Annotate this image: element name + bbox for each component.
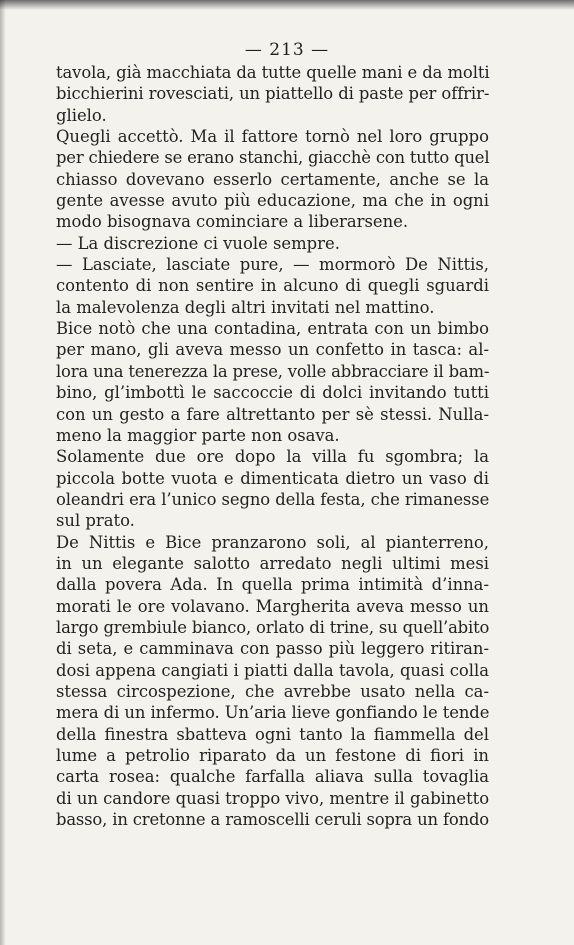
page-number: — 213 —	[244, 40, 330, 60]
text-line: bino, gl’imbottì le saccoccie di dolci invitando tutti	[56, 383, 489, 403]
text-line: oleandri era l’unico segno della festa, che rimanesse	[56, 489, 490, 509]
text-line: basso, in cretonne a ramoscelli ceruli sopra un fondo	[56, 810, 489, 830]
text-line: — La discrezione ci vuole sempre.	[56, 233, 340, 253]
text-line: morati le ore volavano. Margherita aveva messo un	[56, 596, 489, 616]
text-line: la malevolenza degli altri invitati nel mattino.	[56, 297, 435, 317]
text-line: di un candore quasi troppo vivo, mentre il gabinetto	[56, 788, 490, 808]
text-line: con un gesto a fare altrettanto per sè stessi. Nulla-	[56, 404, 489, 424]
text-line: gente avesse avuto più educazione, ma che in ogni	[56, 191, 489, 211]
text-line: contento di non sentire in alcuno di quegli sguardi	[56, 276, 489, 296]
text-line: lora una tenerezza la prese, volle abbracciare il bam-	[56, 361, 490, 381]
body-text	[56, 62, 489, 830]
page-gutter-shadow	[0, 0, 6, 945]
text-line: modo bisognava cominciare a liberarsene.	[56, 212, 409, 232]
text-line: in un elegante salotto arredato negli ultimi mesi	[56, 553, 489, 573]
text-line: Bice notò che una contadina, entrata con un bimbo	[56, 319, 489, 339]
text-line: di seta, e camminava con passo più leggero ritiran-	[56, 639, 489, 659]
text-line: della finestra sbatteva ogni tanto la fiammella del	[56, 724, 489, 744]
text-line: sul prato.	[56, 511, 135, 531]
text-line: per chiedere se erano stanchi, giacchè con tutto quel	[56, 148, 490, 168]
text-line: tavola, già macchiata da tutte quelle mani e da molti	[56, 63, 490, 82]
text-line: piccola botte vuota e dimenticata dietro un vaso di	[56, 468, 489, 488]
text-line: bicchierini rovesciati, un piattello di paste per offrir-	[56, 84, 490, 104]
text-line: dosi appena cangiati i piatti dalla tavola, quasi colla	[56, 660, 489, 680]
text-line: glielo.	[56, 105, 107, 125]
text-line: De Nittis e Bice pranzarono soli, al pianterreno,	[56, 532, 489, 552]
text-line: Solamente due ore dopo la villa fu sgombra; la	[56, 447, 489, 467]
text-line: largo grembiule bianco, orlato di trine, su quell’abito	[56, 617, 490, 637]
text-line: per mano, gli aveva messo un confetto in tasca: al-	[56, 340, 489, 360]
page-top-shadow	[0, 0, 574, 10]
text-line: chiasso dovevano esserlo certamente, anche se la	[56, 169, 489, 189]
text-line: Quegli accettò. Ma il fattore tornò nel loro gruppo	[56, 127, 489, 147]
text-line: lume a petrolio riparato da un festone di fiori in	[56, 746, 489, 765]
text-line: carta rosea: qualche farfalla aliava sulla tovaglia	[56, 767, 489, 787]
text-line: — Lasciate, lasciate pure, — mormorò De Nittis,	[56, 255, 489, 275]
text-line: mera di un infermo. Un’aria lieve gonfiando le tende	[56, 703, 490, 723]
text-line: meno la maggior parte non osava.	[56, 425, 340, 445]
text-line: dalla povera Ada. In quella prima intimità d’inna-	[56, 575, 489, 595]
text-line: stessa circospezione, che avrebbe usato nella ca-	[56, 681, 489, 701]
